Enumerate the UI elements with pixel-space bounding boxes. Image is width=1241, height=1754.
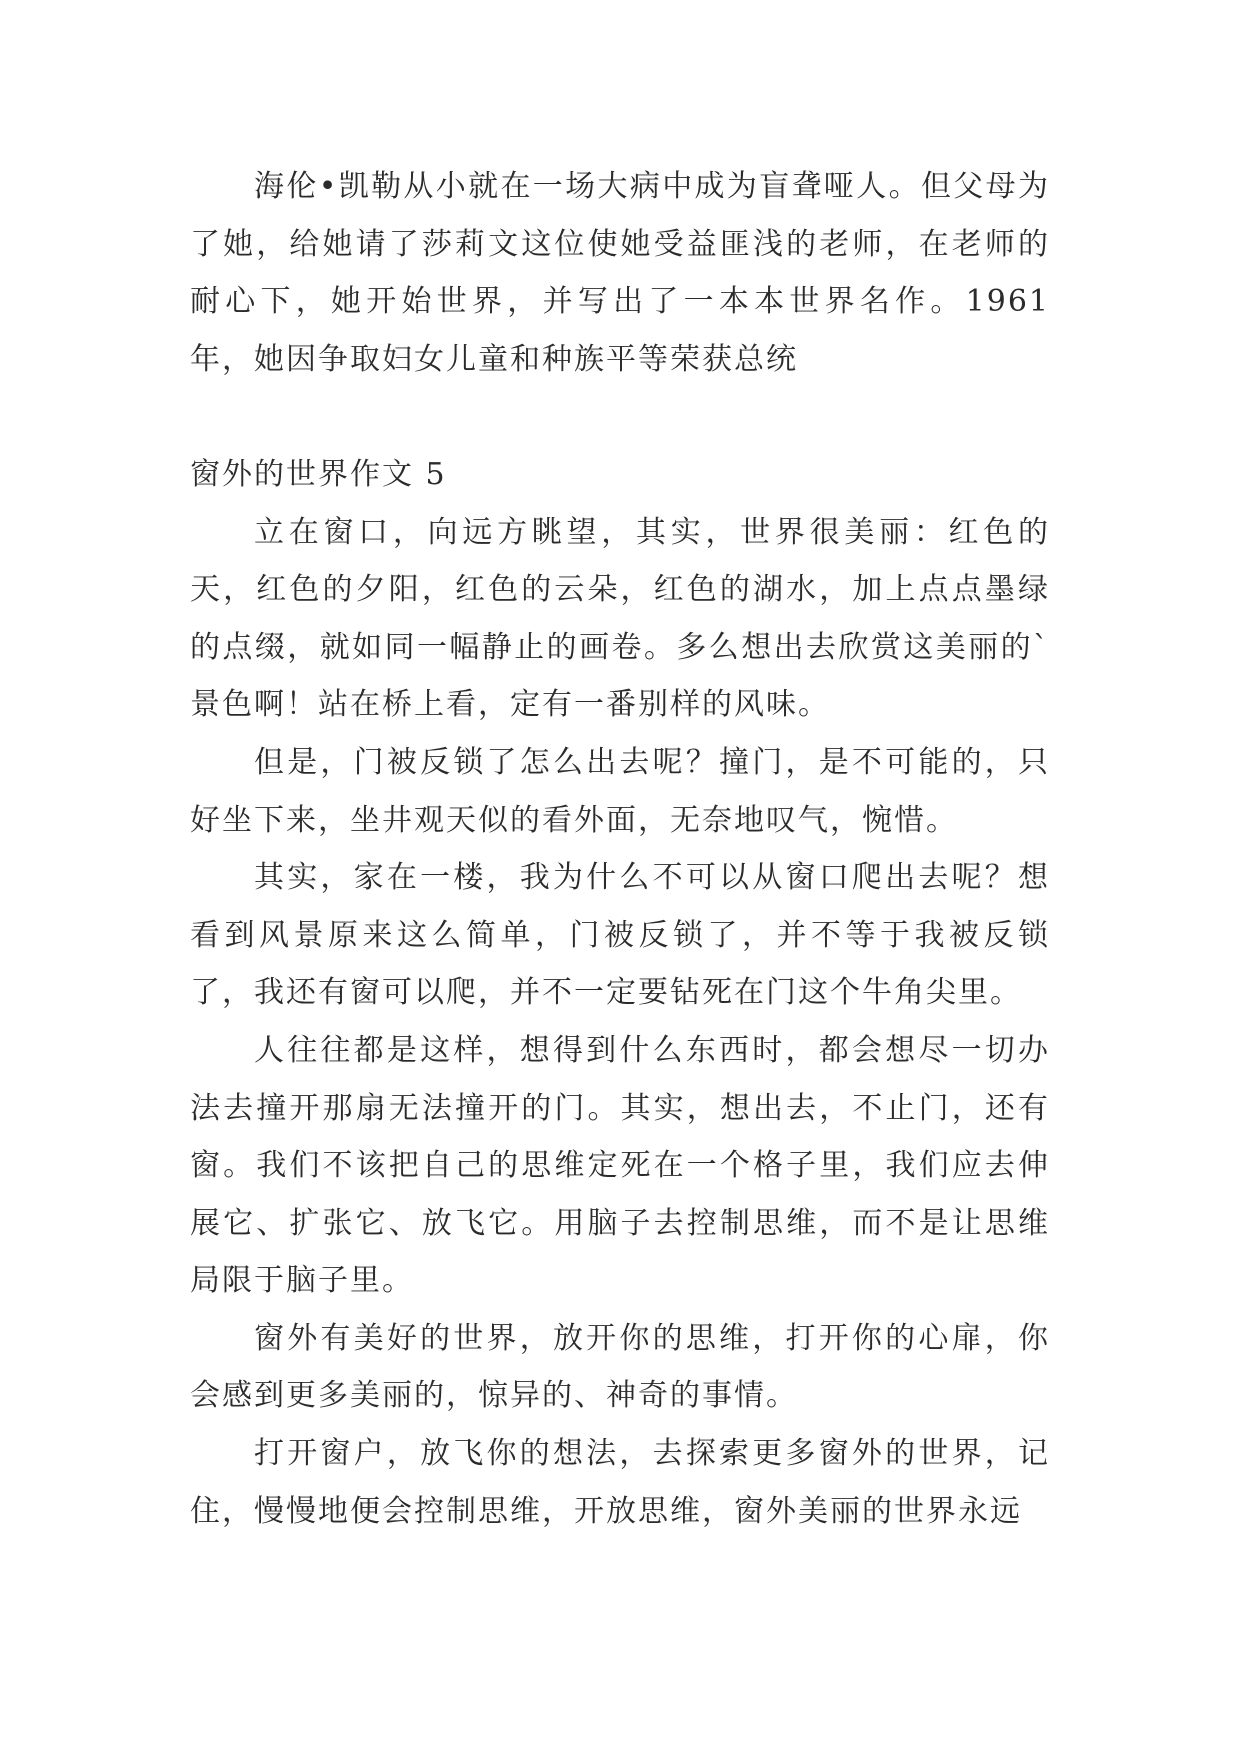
body-paragraph: 窗外有美好的世界，放开你的思维，打开你的心扉，你会感到更多美丽的，惊异的、神奇的事情。 [190, 1320, 1050, 1414]
intro-paragraph: 海伦•凯勒从小就在一场大病中成为盲聋哑人。但父母为了她，给她请了莎莉文这位使她受益匪浅的老师，在老师的耐心下，她开始世界，并写出了一本本世界名作。1961 年，她因争取妇女儿童和种族平等荣获总统 [190, 169, 1050, 377]
body-paragraph: 立在窗口，向远方眺望，其实，世界很美丽：红色的天，红色的夕阳，红色的云朵，红色的湖水，加上点点墨绿的点缀，就如同一幅静止的画卷。多么想出去欣赏这美丽的`景色啊！站在桥上看，定有一番别样的风味。 [190, 514, 1050, 723]
body-paragraph: 但是，门被反锁了怎么出去呢？撞门，是不可能的，只好坐下来，坐井观天似的看外面，无奈地叹气，惋惜。 [190, 744, 1050, 838]
body-paragraph: 人往往都是这样，想得到什么东西时，都会想尽一切办法去撞开那扇无法撞开的门。其实，想出去，不止门，还有窗。我们不该把自己的思维定死在一个格子里，我们应去伸展它、扩张它、放飞它。用脑子去控制思维，而不是让思维局限于脑子里。 [190, 1032, 1050, 1299]
section-title: 窗外的世界作文 5 [190, 456, 447, 492]
body-paragraph: 其实，家在一楼，我为什么不可以从窗口爬出去呢？想看到风景原来这么简单，门被反锁了，并不等于我被反锁了，我还有窗可以爬，并不一定要钻死在门这个牛角尖里。 [190, 860, 1050, 1011]
body-paragraph: 打开窗户，放飞你的想法，去探索更多窗外的世界，记住，慢慢地便会控制思维，开放思维，窗外美丽的世界永远 [190, 1436, 1050, 1529]
document-body [190, 158, 1050, 1540]
